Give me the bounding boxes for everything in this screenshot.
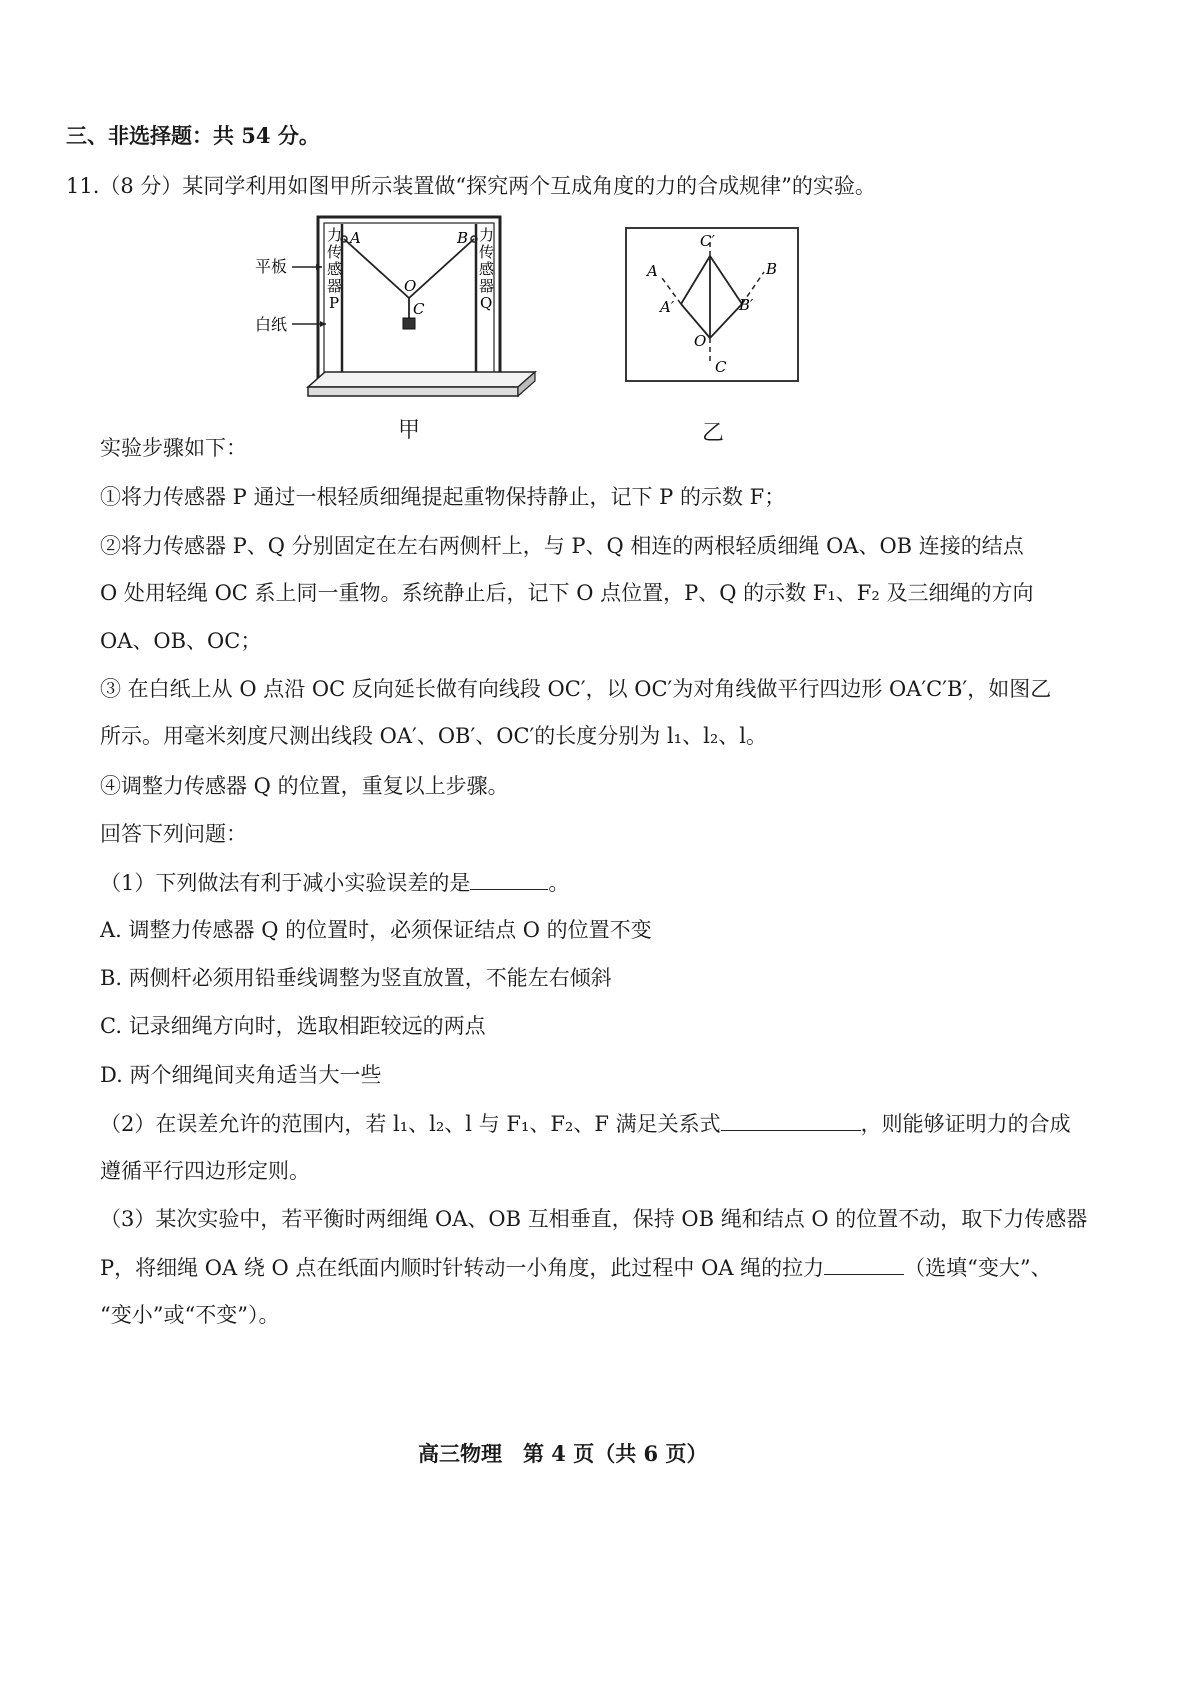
sensor-p-char: 力 <box>327 226 343 244</box>
sensor-p-char: 传 <box>327 243 343 261</box>
jia-point-o: O <box>404 277 417 295</box>
section-title: 三、非选择题：共 54 分。 <box>66 123 320 148</box>
sensor-q-char: 力 <box>479 226 495 244</box>
question-3-end: （选填“变大”、 <box>904 1256 1052 1280</box>
option-a: A. 调整力传感器 Q 的位置时，必须保证结点 O 的位置不变 <box>100 918 652 942</box>
question-3-text: P，将细绳 OA 绕 O 点在纸面内顺时针转动一小角度，此过程中 OA 绳的拉力 <box>100 1256 825 1280</box>
page-footer: 高三物理 第 4 页（共 6 页） <box>418 1441 708 1466</box>
yi-point-a: A <box>647 262 658 280</box>
label-board: 平板 <box>255 257 288 276</box>
sensor-q-char: 器 <box>479 277 495 295</box>
answer-blank-3[interactable] <box>824 1252 904 1275</box>
sensor-q-char: 传 <box>479 243 495 261</box>
jia-point-b: B <box>457 229 469 247</box>
jia-point-c: C <box>413 300 425 318</box>
yi-point-a-prime: A′ <box>660 298 675 316</box>
question-1-end: 。 <box>548 871 570 895</box>
step-3-line-2: 所示。用毫米刻度尺测出线段 OA′、OB′、OC′的长度分别为 l₁、l₂、l。 <box>100 724 767 748</box>
option-d: D. 两个细绳间夹角适当大一些 <box>100 1063 382 1087</box>
step-4: ④调整力传感器 Q 的位置，重复以上步骤。 <box>100 774 509 798</box>
step-2-line-2: O 处用轻绳 OC 系上同一重物。系统静止后，记下 O 点位置，P、Q 的示数 F₁、F₂ 及三细绳的方向 <box>100 581 1034 605</box>
option-c: C. 记录细绳方向时，选取相距较远的两点 <box>100 1014 486 1038</box>
question-3-line-3: “变小”或“不变”）。 <box>100 1303 280 1327</box>
question-2-text: （2）在误差允许的范围内，若 l₁、l₂、l 与 F₁、F₂、F 满足关系式 <box>100 1112 721 1136</box>
step-3-line-1: ③ 在白纸上从 O 点沿 OC 反向延长做有向线段 OC′，以 OC′为对角线做平行四边形 OA′C′B′，如图乙 <box>100 677 1052 701</box>
question-header: 11.（8 分）某同学利用如图甲所示装置做“探究两个互成角度的力的合成规律”的实验。 <box>66 174 876 198</box>
sensor-p-char: 器 <box>327 277 343 295</box>
question-3-line-1: （3）某次实验中，若平衡时两细绳 OA、OB 互相垂直，保持 OB 绳和结点 O 的位置不动，取下力传感器 <box>100 1207 1088 1231</box>
step-2-line-1: ②将力传感器 P、Q 分别固定在左右两侧杆上，与 P、Q 相连的两根轻质细绳 OA、OB 连接的结点 <box>100 534 1024 558</box>
answer-blank-2[interactable] <box>721 1108 861 1131</box>
yi-point-b-prime: B′ <box>739 296 754 314</box>
question-1 <box>100 867 569 898</box>
step-2-line-3: OA、OB、OC； <box>100 629 262 653</box>
yi-point-c-prime: C′ <box>700 232 715 250</box>
sensor-q-char: Q <box>480 294 493 312</box>
jia-point-a: A <box>350 229 361 247</box>
question-3-line-2 <box>100 1252 1052 1283</box>
figure-yi <box>624 226 800 384</box>
sensor-q-char: 感 <box>479 260 495 278</box>
option-b: B. 两侧杆必须用铅垂线调整为竖直放置，不能左右倾斜 <box>100 966 612 990</box>
question-2-line-2: 遵循平行四边形定则。 <box>100 1159 310 1183</box>
steps-title: 实验步骤如下： <box>100 436 247 460</box>
yi-point-c: C <box>715 358 727 376</box>
answer-blank-1[interactable] <box>470 867 548 890</box>
figure-jia <box>250 212 540 412</box>
sensor-p-char: 感 <box>327 260 343 278</box>
figure-yi-caption: 乙 <box>702 421 725 446</box>
question-1-text: （1）下列做法有利于减小实验误差的是 <box>100 871 471 895</box>
question-2-line-1 <box>100 1108 1071 1139</box>
answer-title: 回答下列问题： <box>100 822 247 846</box>
figure-jia-caption: 甲 <box>398 418 421 443</box>
question-2-end: ，则能够证明力的合成 <box>860 1112 1071 1136</box>
yi-point-o: O <box>694 332 707 350</box>
yi-point-b: B <box>766 260 778 278</box>
label-paper: 白纸 <box>255 315 288 334</box>
step-1: ①将力传感器 P 通过一根轻质细绳提起重物保持静止，记下 P 的示数 F； <box>100 485 786 509</box>
sensor-p-char: P <box>329 294 340 312</box>
